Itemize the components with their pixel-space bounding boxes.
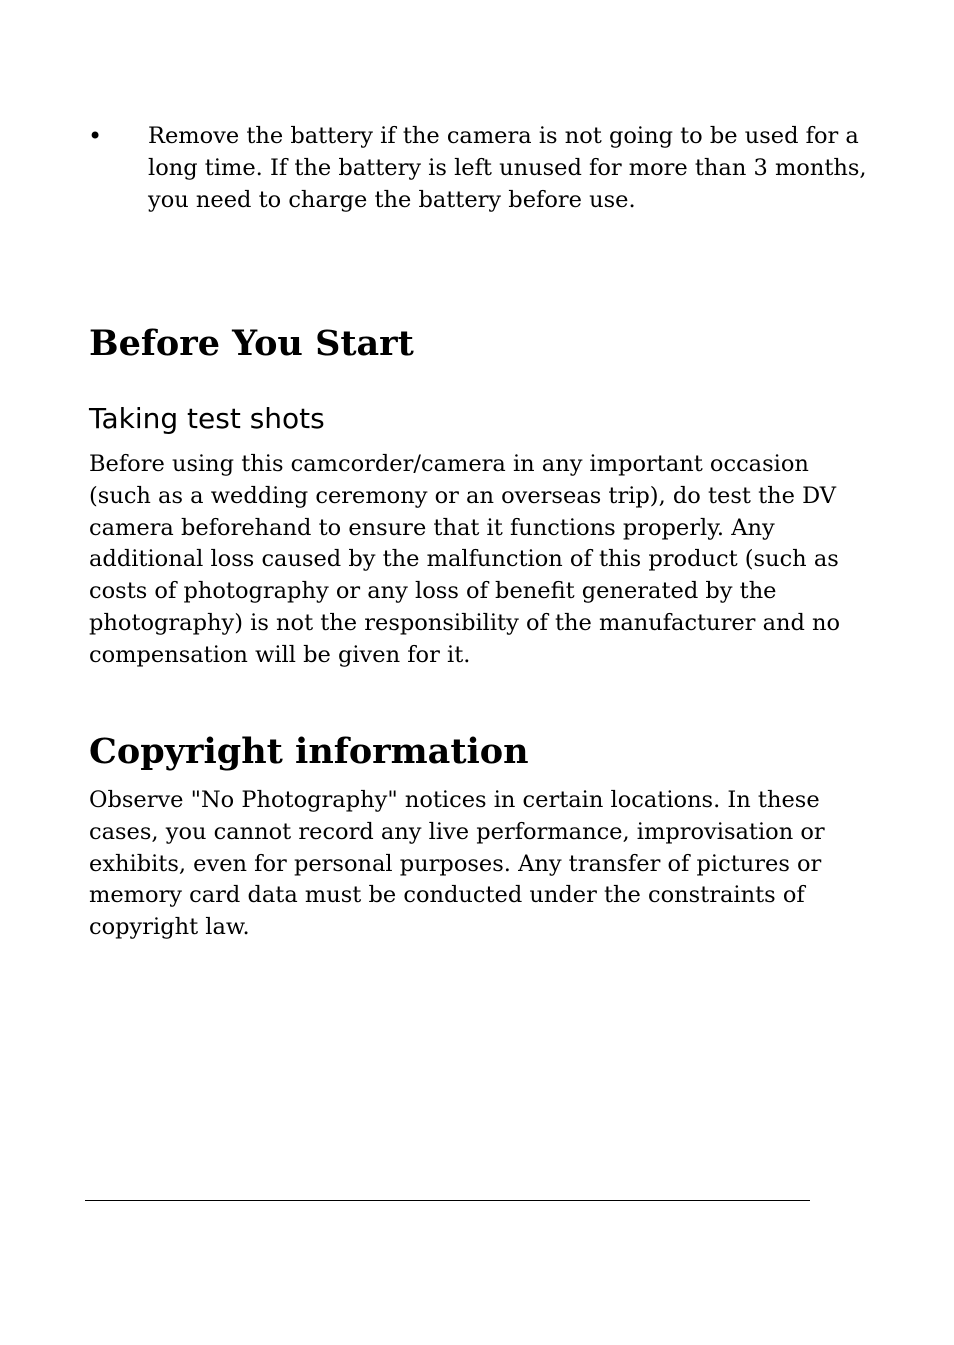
before-you-start-heading: Before You Start bbox=[89, 323, 414, 364]
battery-bullet-text: Remove the battery if the camera is not going to be used for a long time. If the battery is left unused for more than 3 months, you need to charge the battery before use. bbox=[148, 123, 867, 213]
taking-test-shots-subheading: Taking test shots bbox=[89, 402, 325, 435]
bullet-mark: • bbox=[88, 122, 103, 150]
footer-divider bbox=[85, 1200, 810, 1201]
copyright-paragraph: Observe "No Photography" notices in certain locations. In these cases, you cannot record any live performance, improvisation or exhibits, even for personal purposes. Any transfer of pictures or memory card data must be conducted under the constraints of copyright law. bbox=[89, 787, 825, 941]
copyright-information-heading: Copyright information bbox=[89, 731, 529, 772]
taking-test-shots-paragraph: Before using this camcorder/camera in any important occasion (such as a wedding ceremony or an overseas trip), do test the DV camera beforehand to ensure that it functions properly. Any additional loss caused by the malfunction of this product (such as costs of photography or any loss of benefit generated by the photography) is not the responsibility of the manufacturer and no compensation will be given for it. bbox=[89, 451, 841, 668]
